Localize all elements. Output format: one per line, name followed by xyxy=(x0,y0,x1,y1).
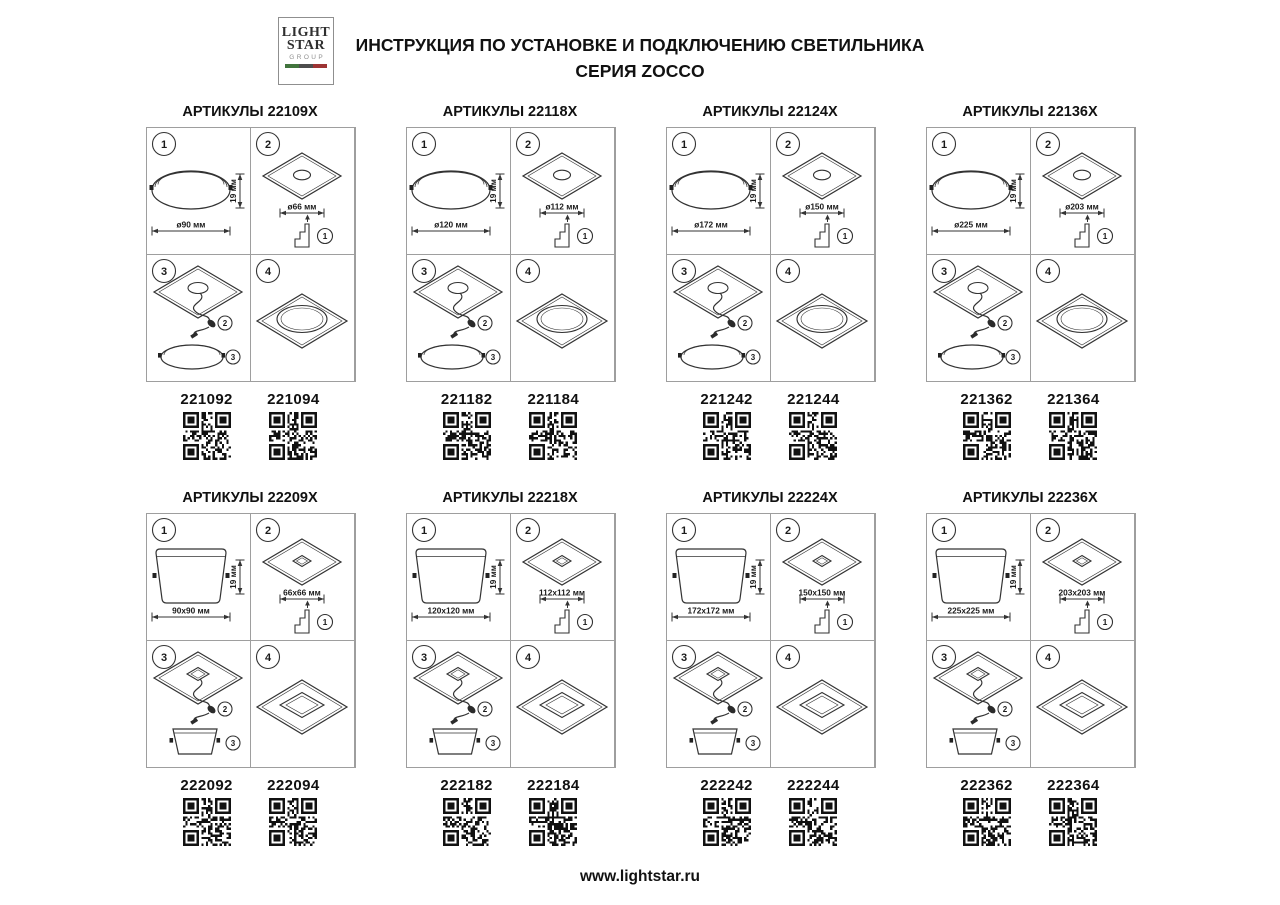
panel-22209x xyxy=(146,490,354,846)
instruction-step-2 xyxy=(251,128,354,254)
step-number: 3 xyxy=(230,738,236,748)
instruction-step-2 xyxy=(1031,128,1134,254)
article-block xyxy=(787,391,839,460)
step-number: 3 xyxy=(940,265,948,278)
dimension-label: 172x172 мм xyxy=(687,605,735,616)
article-block xyxy=(700,777,752,846)
instruction-step-1 xyxy=(147,514,250,640)
article-code: 222094 xyxy=(267,777,320,794)
articles-row xyxy=(926,391,1134,460)
step-number: 4 xyxy=(1044,265,1052,278)
wiring-connection-illustration xyxy=(667,641,770,767)
article-block xyxy=(700,391,752,460)
spring-clip-icon xyxy=(555,610,569,633)
fixture-dimensions-illustration xyxy=(927,128,1030,254)
article-code: 221184 xyxy=(527,391,580,408)
article-code: 221182 xyxy=(440,391,493,408)
step-number: 2 xyxy=(222,704,228,714)
article-block xyxy=(267,777,319,846)
step-number: 2 xyxy=(1044,524,1052,537)
installed-fixture-illustration xyxy=(1031,255,1134,381)
wiring-connection-illustration xyxy=(407,255,510,381)
installed-fixture-illustration xyxy=(511,255,614,381)
step-number: 2 xyxy=(482,318,488,328)
step-number: 3 xyxy=(230,352,236,362)
article-code: 222244 xyxy=(787,777,840,794)
dimension-label: 66x66 мм xyxy=(283,587,321,598)
dimension-label: ø225 мм xyxy=(954,219,988,230)
ceiling-cutout-illustration xyxy=(511,128,614,254)
dimension-label: 225x225 мм xyxy=(947,605,995,616)
fixture-dimensions-illustration xyxy=(667,128,770,254)
step-number: 1 xyxy=(680,524,688,537)
instruction-step-4 xyxy=(511,255,614,381)
spring-clip-icon xyxy=(815,610,829,633)
step-number: 1 xyxy=(420,138,428,151)
instruction-step-4 xyxy=(251,255,354,381)
step-number: 3 xyxy=(490,738,496,748)
qr-code xyxy=(1049,412,1097,460)
instruction-grid xyxy=(406,127,616,382)
article-code: 222182 xyxy=(440,777,493,794)
dimension-label: ø66 мм xyxy=(287,201,317,212)
panel-22109x xyxy=(146,104,354,460)
dimension-label: ø150 мм xyxy=(805,201,839,212)
lightstar-logo xyxy=(278,17,334,85)
panel-title: АРТИКУЛЫ 22124X xyxy=(702,104,838,120)
panel-22236x xyxy=(926,490,1134,846)
step-number: 2 xyxy=(482,704,488,714)
instruction-sheets xyxy=(0,104,1280,846)
qr-code xyxy=(443,412,491,460)
step-number: 3 xyxy=(160,265,168,278)
step-number: 1 xyxy=(582,617,588,628)
spring-clip-icon xyxy=(295,610,309,633)
dimension-label: 19 мм xyxy=(488,565,498,589)
article-block xyxy=(441,391,493,460)
step-number: 3 xyxy=(750,352,756,362)
panel-22118x xyxy=(406,104,614,460)
logo-text-star: STAR xyxy=(286,38,326,53)
step-number: 1 xyxy=(582,231,588,242)
instruction-grid xyxy=(146,127,356,382)
installed-fixture-illustration xyxy=(771,255,874,381)
wiring-connection-illustration xyxy=(147,641,250,767)
articles-row xyxy=(146,777,354,846)
page-title-line1: ИНСТРУКЦИЯ ПО УСТАНОВКЕ И ПОДКЛЮЧЕНИЮ СВЕТИЛЬНИКА xyxy=(355,35,925,55)
panel-title: АРТИКУЛЫ 22136X xyxy=(962,104,1098,120)
step-number: 1 xyxy=(1102,231,1108,242)
fixture-dimensions-illustration xyxy=(927,514,1030,640)
instruction-grid xyxy=(666,127,876,382)
instruction-grid xyxy=(926,513,1136,768)
instruction-grid xyxy=(666,513,876,768)
instruction-step-1 xyxy=(667,514,770,640)
instruction-step-1 xyxy=(667,128,770,254)
articles-row xyxy=(406,777,614,846)
articles-row xyxy=(146,391,354,460)
article-code: 222092 xyxy=(180,777,233,794)
step-number: 1 xyxy=(940,138,948,151)
instruction-step-3 xyxy=(667,641,770,767)
website-url: www.lightstar.ru xyxy=(580,868,700,885)
step-number: 1 xyxy=(322,231,328,242)
page-title xyxy=(0,0,1280,84)
ceiling-cutout-illustration xyxy=(771,128,874,254)
qr-code xyxy=(269,412,317,460)
instruction-grid xyxy=(146,513,356,768)
dimension-label: 19 мм xyxy=(748,179,758,203)
step-number: 4 xyxy=(1044,651,1052,664)
article-code: 221364 xyxy=(1047,391,1100,408)
wiring-connection-illustration xyxy=(147,255,250,381)
instruction-step-4 xyxy=(771,255,874,381)
article-code: 221244 xyxy=(787,391,840,408)
panels-row-bottom xyxy=(0,490,1280,846)
article-block xyxy=(440,777,492,846)
step-number: 1 xyxy=(842,617,848,628)
instruction-step-2 xyxy=(511,128,614,254)
article-block xyxy=(1047,777,1099,846)
dimension-label: 90x90 мм xyxy=(172,605,210,616)
step-number: 2 xyxy=(742,318,748,328)
article-block xyxy=(960,777,1012,846)
instruction-step-2 xyxy=(511,514,614,640)
step-number: 2 xyxy=(264,524,272,537)
instruction-step-1 xyxy=(407,514,510,640)
article-code: 222362 xyxy=(960,777,1013,794)
instruction-step-3 xyxy=(667,255,770,381)
instruction-step-2 xyxy=(1031,514,1134,640)
ceiling-cutout-illustration xyxy=(1031,514,1134,640)
stripe-red xyxy=(313,64,327,68)
page-title-line2: СЕРИЯ ZOCCO xyxy=(575,61,705,81)
dimension-label: ø172 мм xyxy=(694,219,728,230)
dimension-label: 19 мм xyxy=(1008,179,1018,203)
step-number: 2 xyxy=(222,318,228,328)
articles-row xyxy=(666,391,874,460)
ceiling-cutout-illustration xyxy=(1031,128,1134,254)
step-number: 3 xyxy=(680,265,688,278)
step-number: 1 xyxy=(322,617,328,628)
articles-row xyxy=(406,391,614,460)
page-footer xyxy=(0,868,1280,886)
installed-fixture-illustration xyxy=(771,641,874,767)
article-code: 222242 xyxy=(700,777,753,794)
installed-fixture-illustration xyxy=(251,255,354,381)
instruction-step-3 xyxy=(927,255,1030,381)
step-number: 2 xyxy=(1044,138,1052,151)
article-code: 221242 xyxy=(700,391,753,408)
panels-row-top xyxy=(0,104,1280,460)
step-number: 2 xyxy=(1002,704,1008,714)
step-number: 4 xyxy=(264,651,272,664)
instruction-step-4 xyxy=(1031,255,1134,381)
step-number: 4 xyxy=(524,265,532,278)
qr-code xyxy=(183,412,231,460)
qr-code xyxy=(183,798,231,846)
article-code: 221362 xyxy=(960,391,1013,408)
step-number: 2 xyxy=(784,138,792,151)
instruction-step-3 xyxy=(147,641,250,767)
step-number: 3 xyxy=(160,651,168,664)
panel-title: АРТИКУЛЫ 22109X xyxy=(182,104,318,120)
instruction-step-4 xyxy=(771,641,874,767)
qr-code xyxy=(789,798,837,846)
article-block xyxy=(180,391,232,460)
dimension-label: 112x112 мм xyxy=(539,587,585,598)
logo-text-light: LIGHT xyxy=(281,25,331,40)
step-number: 1 xyxy=(160,524,168,537)
qr-code xyxy=(529,412,577,460)
step-number: 3 xyxy=(1010,352,1016,362)
panel-22124x xyxy=(666,104,874,460)
panel-title: АРТИКУЛЫ 22224X xyxy=(702,490,838,506)
step-number: 4 xyxy=(784,651,792,664)
instruction-step-3 xyxy=(927,641,1030,767)
ceiling-cutout-illustration xyxy=(511,514,614,640)
articles-row xyxy=(666,777,874,846)
fixture-dimensions-illustration xyxy=(667,514,770,640)
dimension-label: ø120 мм xyxy=(434,219,468,230)
step-number: 1 xyxy=(420,524,428,537)
stripe-green xyxy=(285,64,299,68)
dimension-label: 19 мм xyxy=(1008,565,1018,589)
step-number: 1 xyxy=(842,231,848,242)
article-code: 221092 xyxy=(180,391,233,408)
step-number: 1 xyxy=(940,524,948,537)
step-number: 4 xyxy=(784,265,792,278)
instruction-step-4 xyxy=(1031,641,1134,767)
step-number: 3 xyxy=(490,352,496,362)
fixture-dimensions-illustration xyxy=(147,128,250,254)
article-block xyxy=(787,777,839,846)
dimension-label: ø203 мм xyxy=(1065,201,1099,212)
spring-clip-icon xyxy=(1075,610,1089,633)
article-block xyxy=(960,391,1012,460)
qr-code xyxy=(703,412,751,460)
qr-code xyxy=(269,798,317,846)
panel-title: АРТИКУЛЫ 22209X xyxy=(182,490,318,506)
wiring-connection-illustration xyxy=(927,255,1030,381)
dimension-label: ø112 мм xyxy=(545,201,579,212)
dimension-label: 203x203 мм xyxy=(1058,587,1106,598)
step-number: 4 xyxy=(524,651,532,664)
instruction-step-1 xyxy=(927,128,1030,254)
dimension-label: 19 мм xyxy=(228,565,238,589)
instruction-step-2 xyxy=(251,514,354,640)
qr-code xyxy=(963,412,1011,460)
step-number: 3 xyxy=(680,651,688,664)
instruction-grid xyxy=(406,513,616,768)
step-number: 1 xyxy=(680,138,688,151)
step-number: 2 xyxy=(524,138,532,151)
article-block xyxy=(1047,391,1099,460)
step-number: 3 xyxy=(940,651,948,664)
qr-code xyxy=(1049,798,1097,846)
instruction-step-4 xyxy=(251,641,354,767)
panel-22218x xyxy=(406,490,614,846)
panel-title: АРТИКУЛЫ 22236X xyxy=(962,490,1098,506)
instruction-step-3 xyxy=(147,255,250,381)
page-header xyxy=(0,0,1280,92)
article-block xyxy=(180,777,232,846)
spring-clip-icon xyxy=(815,224,829,247)
step-number: 3 xyxy=(420,651,428,664)
instruction-step-2 xyxy=(771,514,874,640)
qr-code xyxy=(703,798,751,846)
panel-22224x xyxy=(666,490,874,846)
installed-fixture-illustration xyxy=(511,641,614,767)
step-number: 2 xyxy=(264,138,272,151)
panel-title: АРТИКУЛЫ 22218X xyxy=(442,490,578,506)
installed-fixture-illustration xyxy=(1031,641,1134,767)
installed-fixture-illustration xyxy=(251,641,354,767)
step-number: 2 xyxy=(1002,318,1008,328)
instruction-step-4 xyxy=(511,641,614,767)
instruction-step-1 xyxy=(927,514,1030,640)
wiring-connection-illustration xyxy=(927,641,1030,767)
article-block xyxy=(527,777,579,846)
step-number: 3 xyxy=(750,738,756,748)
qr-code xyxy=(443,798,491,846)
article-code: 222364 xyxy=(1047,777,1100,794)
step-number: 2 xyxy=(524,524,532,537)
stripe-dark xyxy=(299,64,313,68)
dimension-label: 120x120 мм xyxy=(427,605,475,616)
logo-flag-stripe xyxy=(285,64,327,68)
dimension-label: 19 мм xyxy=(488,179,498,203)
step-number: 2 xyxy=(784,524,792,537)
dimension-label: ø90 мм xyxy=(176,219,206,230)
instruction-grid xyxy=(926,127,1136,382)
qr-code xyxy=(963,798,1011,846)
fixture-dimensions-illustration xyxy=(407,128,510,254)
logo-text-group: GROUP xyxy=(289,54,326,61)
step-number: 4 xyxy=(264,265,272,278)
articles-row xyxy=(926,777,1134,846)
instruction-step-3 xyxy=(407,641,510,767)
step-number: 1 xyxy=(160,138,168,151)
qr-code xyxy=(789,412,837,460)
panel-22136x xyxy=(926,104,1134,460)
instruction-step-3 xyxy=(407,255,510,381)
wiring-connection-illustration xyxy=(667,255,770,381)
step-number: 2 xyxy=(742,704,748,714)
wiring-connection-illustration xyxy=(407,641,510,767)
ceiling-cutout-illustration xyxy=(251,514,354,640)
panel-title: АРТИКУЛЫ 22118X xyxy=(442,104,578,120)
dimension-label: 19 мм xyxy=(748,565,758,589)
article-block xyxy=(527,391,579,460)
spring-clip-icon xyxy=(295,224,309,247)
step-number: 3 xyxy=(1010,738,1016,748)
spring-clip-icon xyxy=(1075,224,1089,247)
ceiling-cutout-illustration xyxy=(251,128,354,254)
instruction-step-1 xyxy=(407,128,510,254)
instruction-step-2 xyxy=(771,128,874,254)
article-block xyxy=(267,391,319,460)
article-code: 221094 xyxy=(267,391,320,408)
spring-clip-icon xyxy=(555,224,569,247)
article-code: 222184 xyxy=(527,777,580,794)
dimension-label: 150x150 мм xyxy=(798,587,846,598)
qr-code xyxy=(529,798,577,846)
step-number: 1 xyxy=(1102,617,1108,628)
ceiling-cutout-illustration xyxy=(771,514,874,640)
fixture-dimensions-illustration xyxy=(407,514,510,640)
fixture-dimensions-illustration xyxy=(147,514,250,640)
dimension-label: 19 мм xyxy=(228,179,238,203)
instruction-step-1 xyxy=(147,128,250,254)
step-number: 3 xyxy=(420,265,428,278)
